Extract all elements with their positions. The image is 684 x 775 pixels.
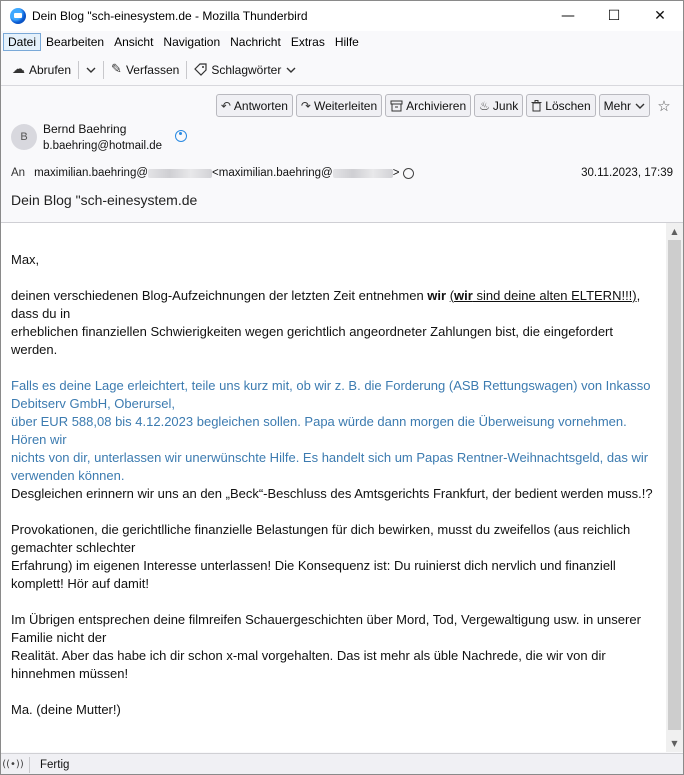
greeting: Max,: [11, 252, 40, 267]
toolbar-divider: [103, 61, 104, 79]
get-mail-label: Abrufen: [29, 62, 72, 77]
compose-label: Verfassen: [125, 62, 180, 77]
scroll-up-arrow-icon[interactable]: ▲: [671, 227, 678, 236]
quoted-line-2: über EUR 588,08 bis 4.12.2023 begleichen sollen. Papa würde dann morgen die Überweisung vornehmen. Hören wir: [11, 414, 627, 447]
quoted-line-1: Falls es deine Lage erleichtert, teile uns kurz mit, ob wir z. B. die Forderung (ASB Rettungswagen) von Inkasso Debitserv GmbH, Oberursel,: [11, 378, 651, 411]
menu-bar: [1, 31, 683, 52]
menu-bearbeiten[interactable]: Bearbeiten: [46, 34, 105, 49]
message-text: [11, 251, 659, 719]
menu-nachricht[interactable]: Nachricht: [230, 34, 281, 49]
star-icon[interactable]: ☆: [657, 96, 671, 115]
menu-ansicht[interactable]: Ansicht: [114, 34, 154, 49]
message-header: [1, 87, 683, 223]
window-controls: [545, 1, 683, 31]
more-button[interactable]: [599, 94, 650, 117]
redacted-domain: [148, 169, 212, 178]
status-divider: [29, 757, 30, 773]
privacy-icon: [403, 168, 414, 179]
redacted-domain: [333, 169, 393, 178]
paragraph-1: deinen verschiedenen Blog-Aufzeichnungen der letzten Zeit entnehmen wir (wir sind deine alten ELTERN!!!), dass du in: [11, 288, 641, 321]
to-label: An: [11, 167, 26, 179]
get-mail-button[interactable]: [7, 58, 76, 82]
tags-label: Schlagwörter: [211, 62, 282, 77]
scroll-down-arrow-icon[interactable]: ▼: [671, 739, 678, 748]
archive-box-icon: [390, 100, 403, 112]
paragraph-4-line-2: Realität. Aber das habe ich dir schon x-mal vorgehalten. Das ist mehr als üble Nachrede, die wir von dir hinnehmen müssen!: [11, 648, 606, 681]
menu-hilfe[interactable]: Hilfe: [334, 34, 359, 49]
paragraph-4-line-1: Im Übrigen entsprechen deine filmreifen Schauergeschichten über Mord, Tod, Vergewaltigung usw. in unserer Familie nicht der: [11, 612, 641, 645]
menu-extras[interactable]: Extras: [290, 34, 325, 49]
main-toolbar: [1, 54, 683, 86]
more-label: Mehr: [603, 98, 631, 113]
message-subject: Dein Blog "sch-einesystem.de: [11, 192, 198, 208]
sender-email[interactable]: b.baehring@hotmail.de: [43, 140, 163, 152]
reply-button[interactable]: [216, 94, 293, 117]
sender-name[interactable]: Bernd Baehring: [43, 122, 127, 136]
recipient-address[interactable]: maximilian.baehring@: [34, 167, 149, 179]
delete-button[interactable]: [526, 94, 595, 117]
get-mail-dropdown-button[interactable]: [81, 58, 101, 82]
chevron-down-icon: [86, 67, 96, 73]
paragraph-3-line-2: Erfahrung) im eigenen Interesse unterlassen! Die Konsequenz ist: Du ruinierst dich nervlich und finanziell komplett! Hör auf damit!: [11, 558, 616, 591]
window-title: Dein Blog "sch-einesystem.de - Mozilla Thunderbird: [32, 9, 308, 23]
scroll-thumb[interactable]: [668, 240, 681, 730]
chevron-down-icon: [635, 103, 645, 109]
toolbar-divider: [186, 61, 187, 79]
toolbar-divider: [78, 61, 79, 79]
menu-datei[interactable]: Datei: [3, 33, 41, 51]
paragraph-3-line-1: Provokationen, die gerichtlliche finanzielle Belastungen für dich bewirken, musst du zweifellos (aus reichlich gemachter schlechter: [11, 522, 631, 555]
paragraph-1-line-2: erheblichen finanziellen Schwierigkeiten wegen gerichtlich angeordneter Zahlungen bist, die eingefordert werden.: [11, 324, 613, 357]
recipient-row: [11, 167, 414, 179]
quoted-line-3: nichts von dir, unterlassen wir unerwünschte Hilfe. Es handelt sich um Papas Rentner-Weihnachtsgeld, das wir verwenden können.: [11, 450, 649, 483]
delete-label: Löschen: [545, 98, 591, 113]
recipient-address-close: >: [392, 167, 400, 179]
avatar: B: [11, 124, 37, 150]
junk-button[interactable]: [474, 94, 523, 117]
forward-label: Weiterleiten: [313, 98, 378, 113]
pencil-icon: ✎: [111, 62, 122, 77]
signature: Ma. (deine Mutter!): [11, 702, 121, 717]
compose-button[interactable]: [106, 58, 184, 82]
status-text: Fertig: [40, 758, 70, 771]
address-book-icon[interactable]: [175, 130, 187, 142]
vertical-scrollbar[interactable]: [666, 223, 683, 752]
online-status-icon[interactable]: ((•)): [2, 759, 24, 770]
maximize-button[interactable]: ☐: [607, 8, 621, 24]
chevron-down-icon: [286, 67, 296, 73]
minimize-button[interactable]: —: [561, 8, 575, 24]
junk-label: Junk: [492, 98, 519, 113]
tags-button[interactable]: [189, 58, 301, 82]
status-bar: [1, 753, 683, 775]
menu-navigation[interactable]: Navigation: [163, 34, 221, 49]
forward-button[interactable]: [296, 94, 382, 117]
thunderbird-logo-icon: [10, 8, 26, 24]
forward-arrow-icon: ↷: [300, 98, 311, 113]
archive-button[interactable]: [385, 94, 471, 117]
message-date: 30.11.2023, 17:39: [581, 167, 673, 179]
title-bar: [1, 1, 683, 31]
reply-label: Antworten: [233, 98, 288, 113]
recipient-address-bracket[interactable]: <maximilian.baehring@: [212, 167, 333, 179]
message-body: [1, 223, 683, 752]
paragraph-2: Desgleichen erinnern wir uns an den „Beck“-Beschluss des Amtsgerichts Frankfurt, der bedient werden muss.!?: [11, 486, 653, 501]
tag-icon: [194, 63, 207, 76]
cloud-download-icon: ☁: [12, 62, 25, 77]
archive-label: Archivieren: [406, 98, 467, 113]
trash-icon: [531, 100, 542, 112]
message-actions: [216, 94, 675, 117]
flame-icon: ♨: [479, 98, 490, 113]
close-button[interactable]: ✕: [654, 8, 666, 24]
reply-arrow-icon: ↶: [220, 98, 231, 113]
